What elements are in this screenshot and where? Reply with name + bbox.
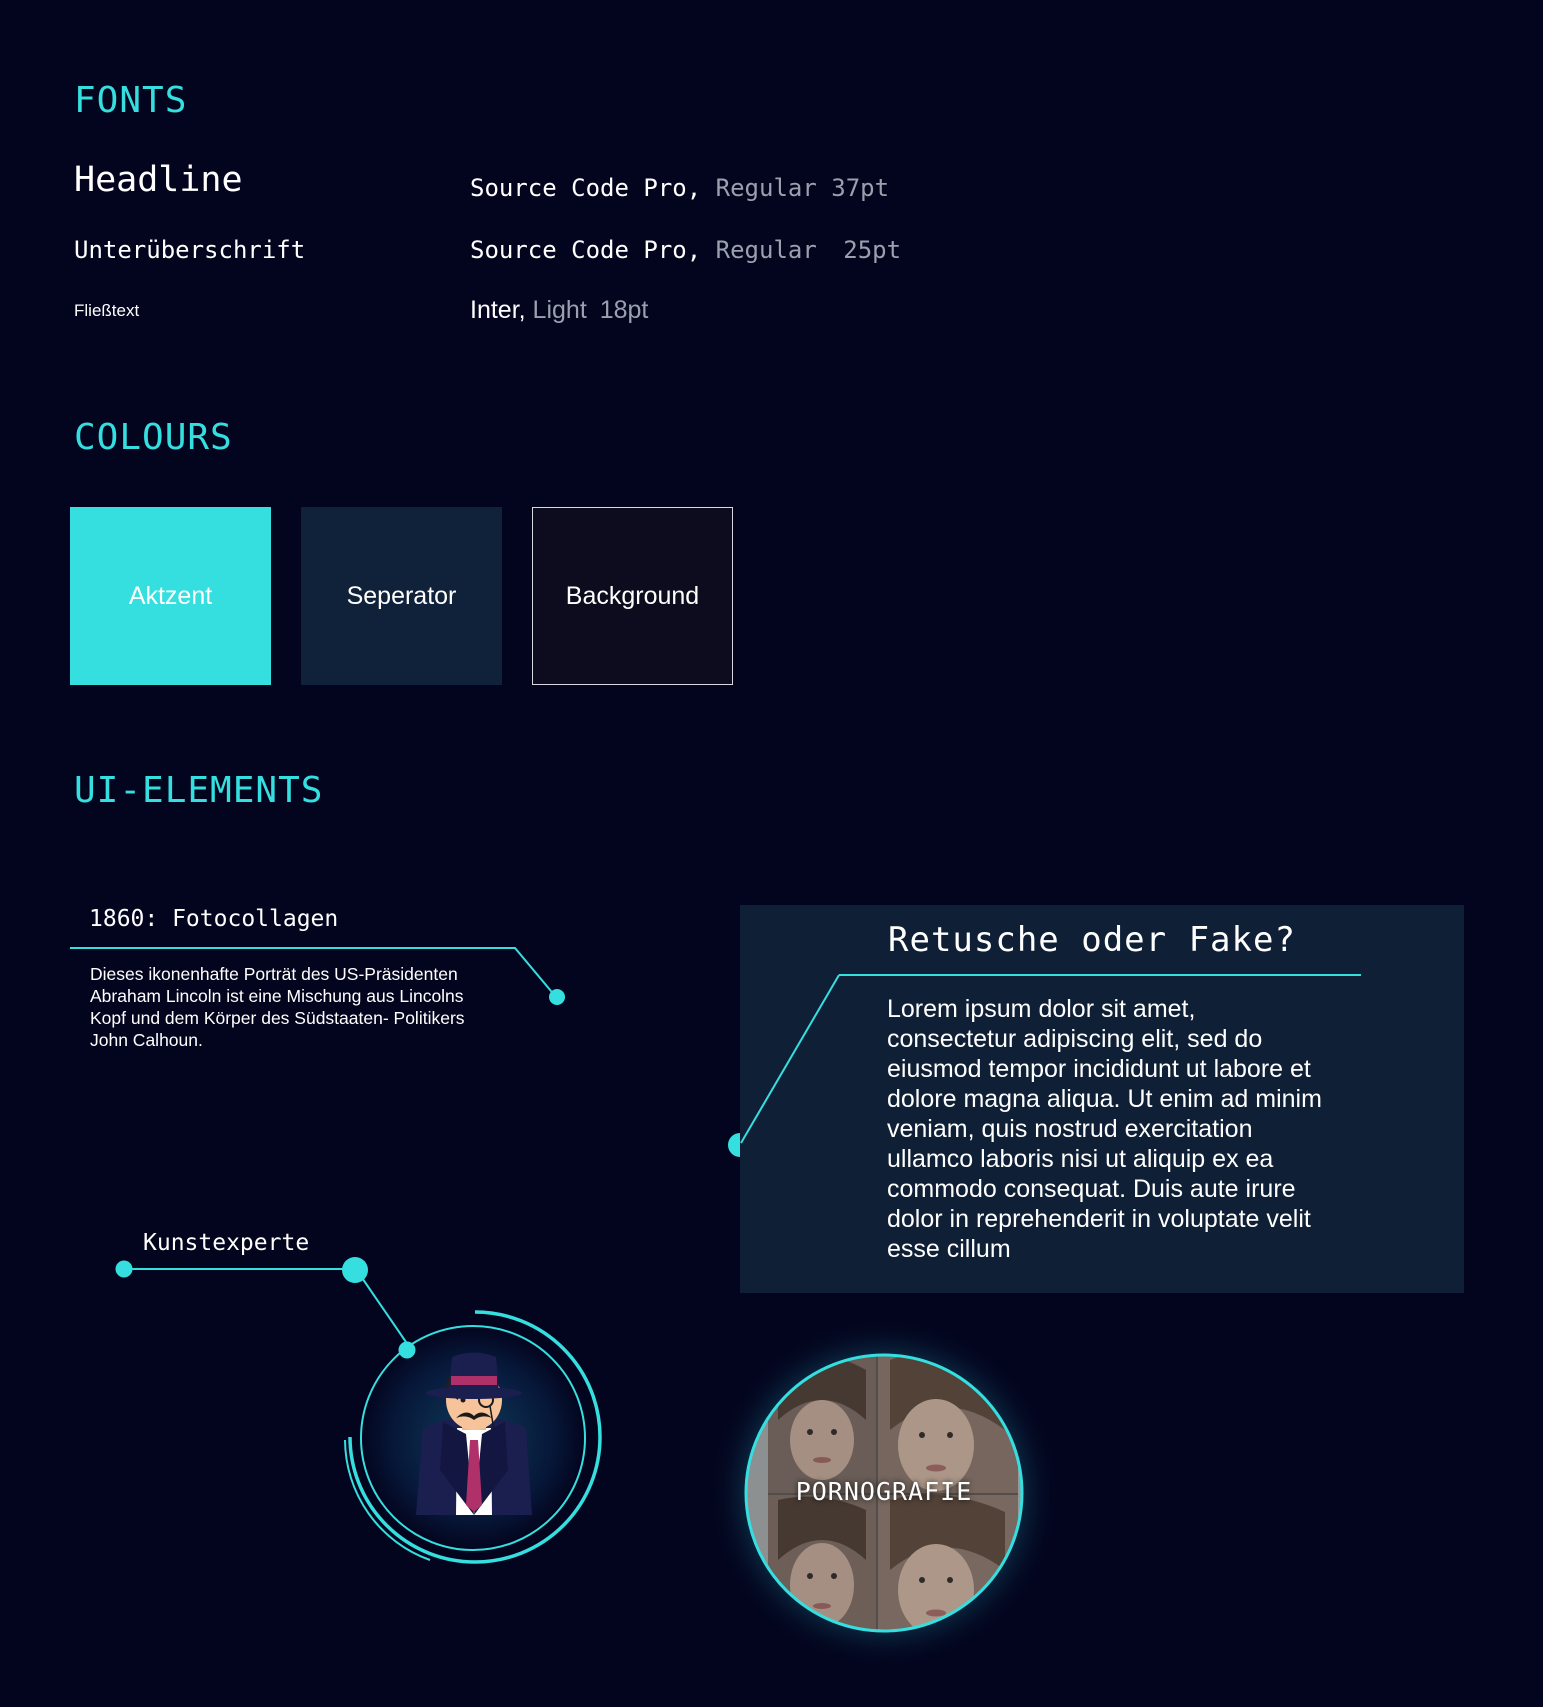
font-name-body: Fließtext <box>74 301 140 320</box>
font-weight: Light <box>532 296 587 324</box>
timeline-title: 1860: Fotocollagen <box>89 906 339 932</box>
font-size: 25pt <box>843 236 902 264</box>
font-size: 18pt <box>599 296 649 324</box>
font-name-headline: Headline <box>74 160 243 200</box>
colours-section-title: COLOURS <box>74 417 233 458</box>
font-family: Source Code Pro, <box>470 236 702 264</box>
font-weight: Regular <box>715 236 817 264</box>
timeline-body: Dieses ikonenhafte Porträt des US-Präsidenten Abraham Lincoln ist eine Mischung aus Lincolns Kopf und dem Körper des Südstaaten- Politikers John Calhoun. <box>90 964 465 1050</box>
card-body: Lorem ipsum dolor sit amet, consectetur adipiscing elit, sed do eiusmod tempor incididunt ut labore et dolore magna aliqua. Ut enim ad minim veniam, quis nostrud exercitation ullamco laboris nisi ut aliquip ex ea commodo consequat. Duis aute irure dolor in reprehenderit in voluptate velit esse cillum <box>887 995 1322 1263</box>
expert-label: Kunstexperte <box>143 1230 310 1256</box>
ui-elements-section-title: UI-ELEMENTS <box>74 770 324 811</box>
font-family: Source Code Pro, <box>470 174 702 202</box>
category-label: PORNOGRAFIE <box>795 1477 973 1506</box>
card-title: Retusche oder Fake? <box>888 920 1296 960</box>
swatch-label: Background <box>565 581 700 610</box>
fonts-section-title: FONTS <box>74 80 188 121</box>
swatch-label: Seperator <box>346 581 457 610</box>
font-weight: Regular <box>715 174 817 202</box>
font-name-subheadline: Unterüberschrift <box>74 236 306 264</box>
font-family: Inter, <box>470 296 526 324</box>
font-size: 37pt <box>831 174 890 202</box>
swatch-label: Aktzent <box>128 581 213 610</box>
